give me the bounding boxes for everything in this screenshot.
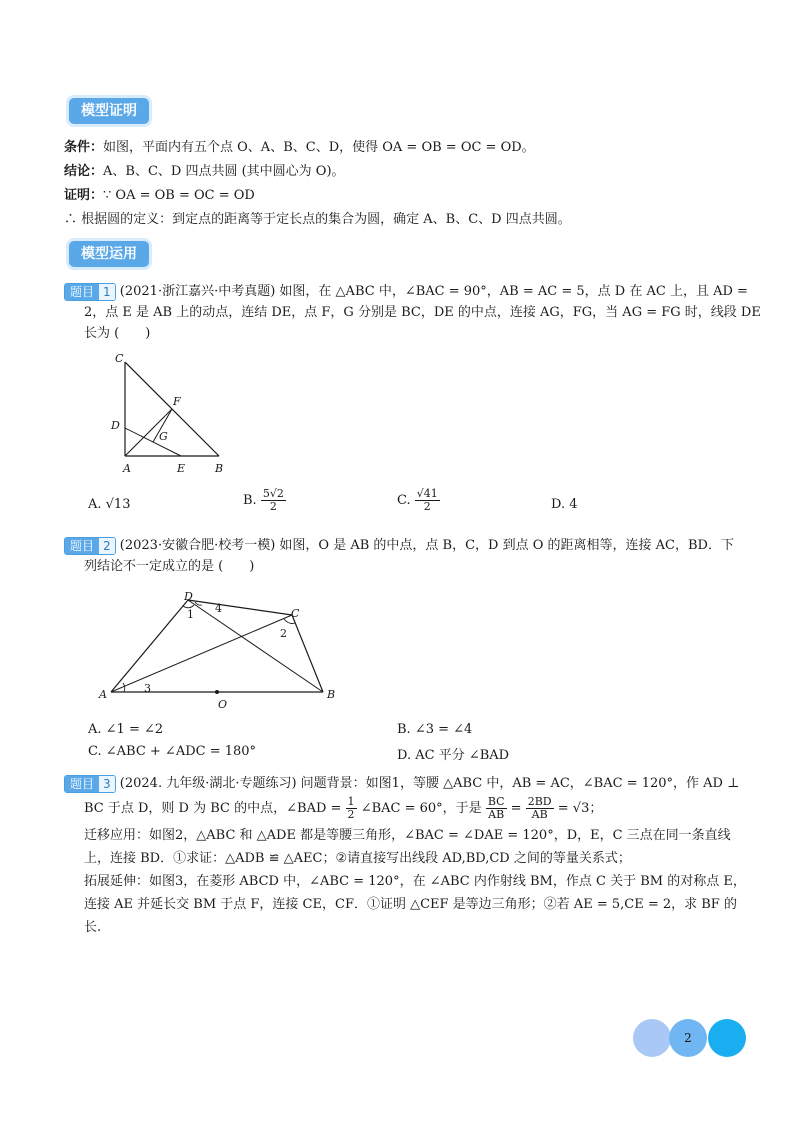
q2-option-b: B. ∠3 = ∠4 (397, 722, 473, 737)
q3-fraction-half-numerator: 1 (347, 795, 355, 808)
proof-line (64, 186, 255, 206)
q2-line2: 列结论不一定成立的是 ( ) (84, 559, 255, 574)
page-dot-right (708, 1019, 746, 1057)
q2-arc-4 (195, 602, 202, 605)
q3-text-2a: BC 于点 D，则 D 为 BC 的中点，∠BAD = (84, 801, 342, 816)
q2-tag (64, 537, 116, 555)
q3-fraction-bc-ab-numerator: BC (487, 795, 505, 808)
q2-segment-cb (292, 615, 323, 692)
conclusion-line (64, 162, 345, 182)
q3-line3: 迁移应用：如图2，△ABC 和 △ADE 都是等腰三角形，∠BAC = ∠DAE = 120°，D，E，C 三点在同一条直线 (84, 828, 731, 843)
q1-tag-number: 1 (99, 284, 115, 300)
section-badge-model-proof: 模型证明 (69, 98, 149, 124)
q2-label-b: B (327, 688, 336, 701)
q1-line3: 长为 ( ) (84, 326, 151, 341)
q1-label-e: E (177, 462, 186, 475)
q2-point-o (215, 690, 219, 694)
q3-tag-label: 题目 (65, 776, 99, 792)
q3-line6: 连接 AE 并延长交 BM 于点 F，连接 CE，CF．①证明 △CEF 是等边三角形；②若 AE = 5,CE = 2，求 BF 的 (84, 897, 737, 912)
q1-option-c-fraction (415, 488, 440, 513)
q1-option-d: D. 4 (551, 497, 578, 512)
q2-label-a: A (99, 688, 107, 701)
q3-line4: 上，连接 BD．①求证：△ADB ≌ △AEC；②请直接写出线段 AD,BD,CD 之间的等量关系式； (84, 851, 631, 866)
q1-label-a: A (123, 462, 131, 475)
q2-text-1: (2023·安徽合肥·校考一模) 如图，O 是 AB 的中点，点 B，C，D 到点 O 的距离相等，连接 AC，BD．下 (119, 538, 734, 553)
q3-fraction-bc-ab (486, 796, 507, 821)
q2-angle-4: 4 (215, 602, 222, 615)
q2-option-d: D. AC 平分 ∠BAD (397, 748, 510, 763)
condition-line (64, 138, 535, 158)
q3-line2 (84, 796, 602, 822)
q3-fraction-bc-ab-denominator: AB (488, 808, 505, 821)
q3-fraction-2bd-ab-denominator: AB (531, 808, 548, 821)
q1-figure-triangle (105, 348, 235, 476)
q1-option-b-denominator: 2 (269, 500, 277, 513)
q1-label-d: D (111, 419, 120, 432)
conclusion-label: 结论： (64, 164, 104, 179)
q1-label-b: B (215, 462, 224, 475)
proof-label: 证明： (64, 188, 104, 203)
q3-text-2b: ∠BAC = 60°，于是 (360, 801, 482, 816)
q1-label-c: C (115, 352, 124, 365)
q3-tag (64, 775, 116, 793)
q2-label-d: D (184, 590, 193, 603)
q2-angle-1: 1 (187, 608, 194, 621)
q1-option-c-numerator: √41 (416, 487, 438, 500)
conclusion-text: A、B、C、D 四点共圆 (其中圆心为 O)。 (103, 164, 345, 179)
q3-fraction-half (346, 796, 357, 821)
q3-line7: 长. (84, 920, 102, 935)
q2-tag-label: 题目 (65, 538, 99, 554)
q3-text-2c: = (510, 801, 522, 816)
q1-label-f: F (173, 395, 181, 408)
q2-line1 (64, 536, 734, 556)
section-badge-model-application: 模型运用 (69, 241, 149, 267)
q1-option-b (243, 488, 286, 513)
q3-fraction-2bd-ab (526, 796, 554, 821)
q1-option-c-denominator: 2 (423, 500, 431, 513)
q2-option-a: A. ∠1 = ∠2 (88, 722, 164, 737)
q3-text-1: (2024. 九年级·湖北·专题练习) 问题背景：如图1，等腰 △ABC 中，AB = AC，∠BAC = 120°，作 AD ⊥ (119, 776, 740, 791)
q2-segment-ad (111, 600, 188, 692)
q1-option-b-fraction (261, 488, 286, 513)
page-dot-left (633, 1019, 671, 1057)
page-number: 2 (684, 1031, 692, 1045)
q3-text-2d: = √3； (557, 801, 603, 816)
condition-label: 条件： (64, 140, 104, 155)
q1-option-c-prefix: C. (397, 493, 411, 508)
q2-segment-ac (111, 615, 292, 692)
q2-tag-number: 2 (99, 538, 115, 554)
q2-option-c: C. ∠ABC + ∠ADC = 180° (88, 744, 257, 759)
condition-text: 如图，平面内有五个点 O、A、B、C、D，使得 OA = OB = OC = OD。 (103, 140, 535, 155)
q1-option-b-numerator: 5√2 (262, 487, 284, 500)
q1-option-a: A. √13 (88, 497, 131, 512)
q3-fraction-half-denominator: 2 (347, 808, 355, 821)
q2-label-o: O (218, 698, 228, 711)
q2-label-c: C (291, 607, 300, 620)
q2-segment-bd (188, 600, 323, 692)
q3-fraction-2bd-ab-numerator: 2BD (527, 795, 552, 808)
q2-angle-2: 2 (280, 627, 287, 640)
q1-line2: 2，点 E 是 AB 上的动点，连结 DE，点 F，G 分别是 BC，DE 的中点，连接 AG，FG，当 AG = FG 时，线段 DE (84, 305, 761, 320)
therefore-line: ∴ 根据圆的定义：到定点的距离等于定长点的集合为圆，确定 A、B、C、D 四点共圆。 (64, 212, 571, 227)
q1-option-c (397, 488, 440, 513)
q3-tag-number: 3 (99, 776, 115, 792)
q1-tag (64, 283, 116, 301)
q1-tag-label: 题目 (65, 284, 99, 300)
q2-angle-3: 3 (144, 682, 151, 695)
q1-text-1: (2021·浙江嘉兴·中考真题) 如图，在 △ABC 中，∠BAC = 90°，AB = AC = 5，点 D 在 AC 上，且 AD = (119, 284, 748, 299)
q1-label-g: G (159, 430, 168, 443)
q3-line5: 拓展延伸：如图3，在菱形 ABCD 中，∠ABC = 120°，在 ∠ABC 内作射线 BM，作点 C 关于 BM 的对称点 E， (84, 874, 746, 889)
q3-line1 (64, 774, 739, 794)
q2-arc-3 (123, 683, 125, 692)
q2-figure-quadrilateral (90, 588, 350, 716)
q1-line1 (64, 282, 748, 302)
q2-segment-dc (188, 600, 292, 615)
page-number-badge (630, 1018, 752, 1060)
q1-option-b-prefix: B. (243, 493, 257, 508)
proof-text: ∵ OA = OB = OC = OD (103, 188, 255, 203)
